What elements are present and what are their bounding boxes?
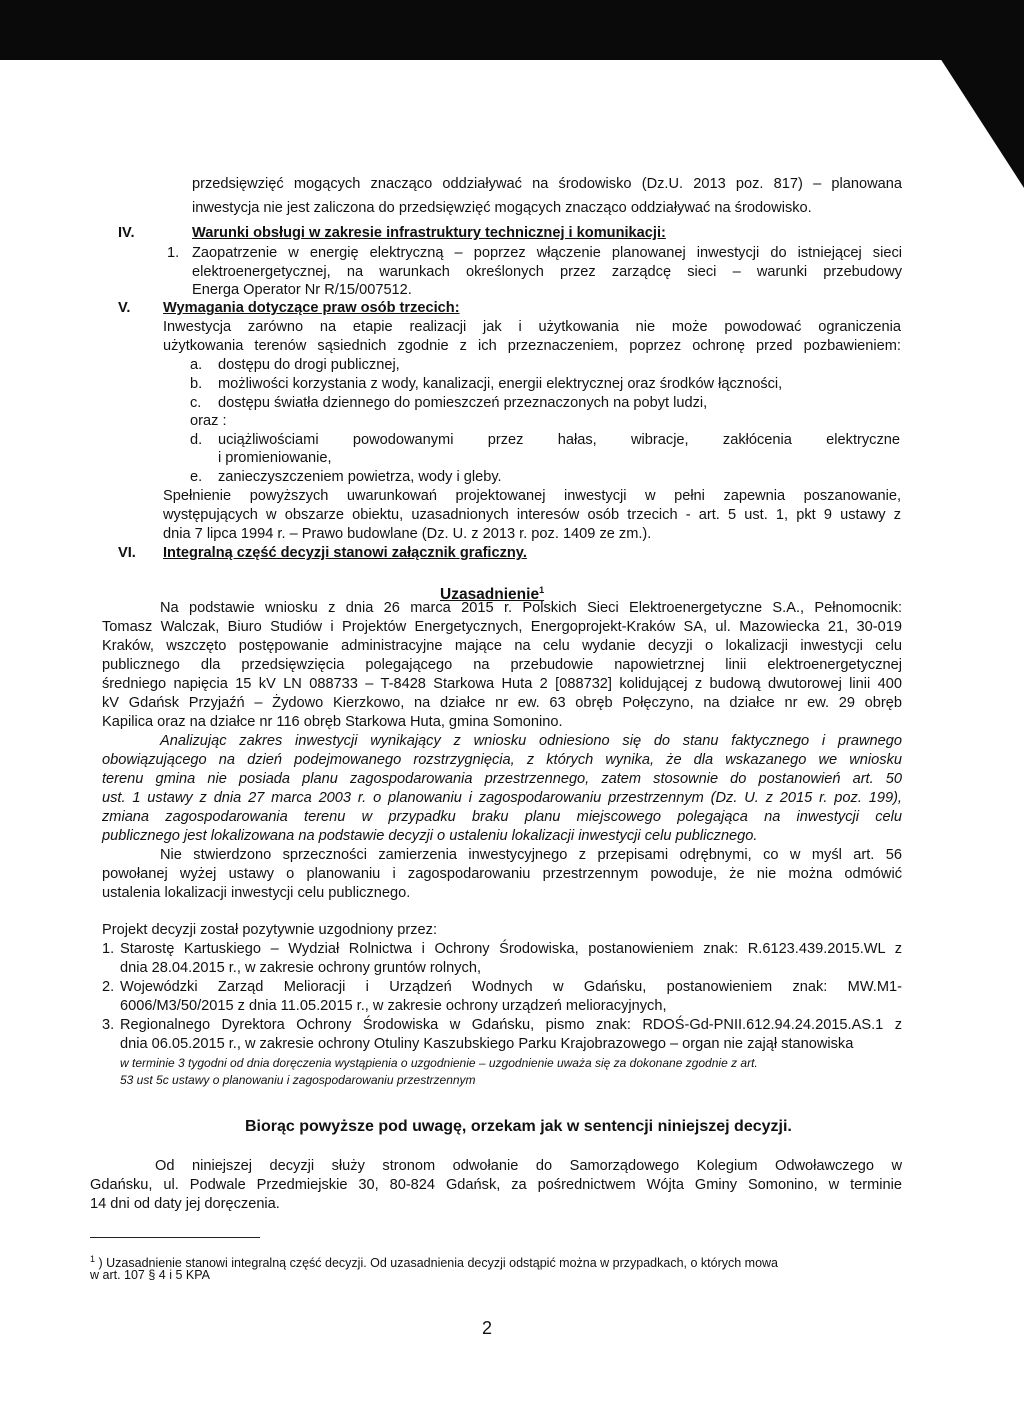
justification-p2-line: Analizując zakres inwestycji wynikający z wniosku odniesiono się do stanu faktycznego i prawnego: [160, 733, 902, 749]
section-iv-item-line-3: Energa Operator Nr R/15/007512.: [192, 282, 412, 298]
section-iii-line-2: inwestycja nie jest zaliczona do przedsięwzięć mogących znacząco oddziaływać na środowisko.: [192, 200, 812, 216]
justification-p1-line: Na podstawie wniosku z dnia 26 marca 2015 r. Polskich Sieci Elektroenergetyczne S.A., Pełnomocnik:: [160, 600, 902, 616]
section-v-intro-line-2: użytkowania terenów sąsiednich zgodnie z ich przeznaczeniem, poprzez ochronę przed pozbawieniem:: [163, 338, 901, 354]
agreement-3-line-2: dnia 06.05.2015 r., w zakresie ochrony Otuliny Kaszubskiego Parku Krajobrazowego – organ nie zajął stanowiska: [120, 1036, 854, 1052]
list-item-letter: e.: [190, 469, 203, 485]
justification-p1-line: Kapilica oraz na działce nr 116 obręb Starkowa Huta, gmina Somonino.: [102, 714, 563, 730]
justification-p3-line: powołanej wyżej ustawy o planowaniu i zagospodarowaniu przestrzennym powoduje, że nie można odmówić: [102, 866, 902, 882]
section-v-numeral: V.: [118, 300, 131, 316]
section-iv-numeral: IV.: [118, 225, 135, 241]
agreement-1-line-2: dnia 28.04.2015 r., w zakresie ochrony gruntów rolnych,: [120, 960, 481, 976]
footnote-line-2: w art. 107 § 4 i 5 KPA: [90, 1268, 210, 1282]
appeal-line-3: 14 dni od daty jej doręczenia.: [90, 1196, 280, 1212]
conclusion-statement: Biorąc powyższe pod uwagę, orzekam jak w sentencji niniejszej decyzji.: [245, 1118, 792, 1135]
agreement-3-line-1: Regionalnego Dyrektora Ochrony Środowiska w Gdańsku, pismo znak: RDOŚ-Gd-PNII.612.94.24.2015.AS.1 z: [120, 1017, 902, 1033]
justification-p3-line: Nie stwierdzono sprzeczności zamierzenia inwestycyjnego z przepisami odrębnymi, co w myśl art. 56: [160, 847, 902, 863]
justification-p2-line: terenu gmina nie posiada planu zagospodarowania przestrzennego, zatem stosownie do postanowień art. 50: [102, 771, 902, 787]
agreements-intro: Projekt decyzji został pozytywnie uzgodniony przez:: [102, 922, 438, 938]
agreement-2-line-2: 6006/M3/50/2015 z dnia 11.05.2015 r., w zakresie ochrony urządzeń melioracyjnych,: [120, 998, 667, 1014]
list-item-e-text: zanieczyszczeniem powietrza, wody i gleby.: [218, 469, 502, 485]
page-number: 2: [482, 1318, 493, 1338]
appeal-line-2: Gdańsku, ul. Podwale Przedmiejskie 30, 80-824 Gdańsk, za pośrednictwem Wójta Gminy Somonino, w terminie: [90, 1177, 902, 1193]
section-iv-item-line-2: elektroenergetycznej, na warunkach określonych przez zarządcę sieci – warunki przebudowy: [192, 264, 902, 280]
justification-p2-line: zmiana zagospodarowania terenu w przypadku braku planu miejscowego polegająca na inwestycji celu: [102, 809, 902, 825]
agreement-2-line-1: Wojewódzki Zarząd Melioracji i Urządzeń Wodnych w Gdańsku, postanowieniem znak: MW.M1-: [120, 979, 902, 995]
section-vi-numeral: VI.: [118, 545, 136, 561]
list-item-text: dostępu do drogi publicznej,: [218, 357, 400, 373]
list-item-text: dostępu światła dziennego do pomieszczeń przeznaczonych na pobyt ludzi,: [218, 395, 708, 411]
footnote-separator: [90, 1237, 260, 1238]
agreement-1-line-1: Starostę Kartuskiego – Wydział Rolnictwa i Ochrony Środowiska, postanowieniem znak: R.6123.439.2015.WL z: [120, 941, 902, 957]
list-item-letter: d.: [190, 432, 203, 448]
justification-p2-line: ust. 1 ustawy z dnia 27 marca 2003 r. o planowaniu i zagospodarowaniu przestrzennym (Dz. U. z 2015 r. poz. 199),: [102, 790, 902, 806]
justification-p2-line: obowiązującego na dzień podejmowanego rozstrzygnięcia, z których wynika, że dla wskazanego we wniosku: [102, 752, 902, 768]
oraz-label: oraz :: [190, 413, 227, 429]
agreement-number: 1.: [102, 941, 115, 957]
section-v-closing-line-1: Spełnienie powyższych uwarunkowań projektowanej inwestycji w pełni zapewnia poszanowanie,: [163, 488, 901, 504]
section-iv-item-line-1: Zaopatrzenie w energię elektryczną – poprzez włączenie planowanej inwestycji do istniejącej sieci: [192, 245, 902, 261]
justification-p1-line: średniego napięcia 15 kV LN 088733 – T-8428 Starkowa Huta 2 [088732] kolidującej z budową dwutorowej linii 400: [102, 676, 902, 692]
list-item-d-line-2: i promieniowanie,: [218, 450, 332, 466]
section-v-closing-line-3: dnia 7 lipca 1994 r. – Prawo budowlane (Dz. U. z 2013 r. poz. 1409 ze zm.).: [163, 526, 652, 542]
list-item-letter: b.: [190, 376, 203, 392]
list-item-d-line-1: uciążliwościami powodowanymi przez hałas, wibracje, zakłócenia elektryczne: [218, 432, 900, 448]
section-v-heading: Wymagania dotyczące praw osób trzecich:: [163, 300, 460, 316]
justification-p2-line: publicznego jest lokalizowana na podstawie decyzji o ustaleniu lokalizacji inwestycji celu publicznego.: [102, 828, 758, 844]
agreement-3-line-4: 53 ust 5c ustawy o planowaniu i zagospodarowaniu przestrzennym: [120, 1073, 476, 1087]
section-v-closing-line-2: występujących w obszarze obiektu, uzasadnionych interesów osób trzecich - art. 5 ust. 1, pkt 9 ustawy z: [163, 507, 901, 523]
section-iv-item-number: 1.: [167, 245, 180, 261]
section-iv-heading: Warunki obsługi w zakresie infrastruktury technicznej i komunikacji:: [192, 225, 666, 241]
justification-p1-line: Tomasz Walczak, Biuro Studiów i Projektów Energetycznych, Energoprojekt-Kraków SA, ul. Mazowiecka 21, 30-019: [102, 619, 902, 635]
agreement-number: 3.: [102, 1017, 115, 1033]
list-item-letter: c.: [190, 395, 202, 411]
list-item-text: możliwości korzystania z wody, kanalizacji, energii elektrycznej oraz środków łączności,: [218, 376, 783, 392]
justification-p1-line: kV Gdańsk Przyjaźń – Żydowo Kierzkowo, na działce nr ew. 63 obręb Połęczyno, na działce nr ew. 29 obręb: [102, 695, 902, 711]
justification-p1-line: publicznego dla przedsięwzięcia polegającego na przebudowie napowietrznej linii elektroenergetycznej: [102, 657, 902, 673]
justification-p1-line: Kraków, wszczęto postępowanie administracyjne mające na celu wydanie decyzji o lokalizacji inwestycji celu: [102, 638, 902, 654]
section-iii-line-1: przedsięwzięć mogących znacząco oddziaływać na środowisko (Dz.U. 2013 poz. 817) – planowana: [192, 176, 902, 192]
list-item-letter: a.: [190, 357, 203, 373]
agreement-number: 2.: [102, 979, 115, 995]
appeal-line-1: Od niniejszej decyzji służy stronom odwołanie do Samorządowego Kolegium Odwoławczego w: [155, 1158, 902, 1174]
footnote-line-1: $^1$ ) Uzasadnienie stanowi integralną część decyzji. Od uzasadnienia decyzji odstąpić można w przypadkach, o których mowa: [90, 1254, 779, 1271]
justification-p3-line: ustalenia lokalizacji inwestycji celu publicznego.: [102, 885, 411, 901]
section-vi-heading: Integralną część decyzji stanowi załącznik graficzny.: [163, 545, 527, 561]
justification-heading: Uzasadnienie$^1$: [440, 585, 545, 604]
agreement-3-line-3: w terminie 3 tygodni od dnia doręczenia wystąpienia o uzgodnienie – uzgodnienie uważa się za dokonane zgodnie z art.: [120, 1056, 758, 1070]
section-v-intro-line-1: Inwestycja zarówno na etapie realizacji jak i użytkowania nie może powodować ograniczenia: [163, 319, 901, 335]
